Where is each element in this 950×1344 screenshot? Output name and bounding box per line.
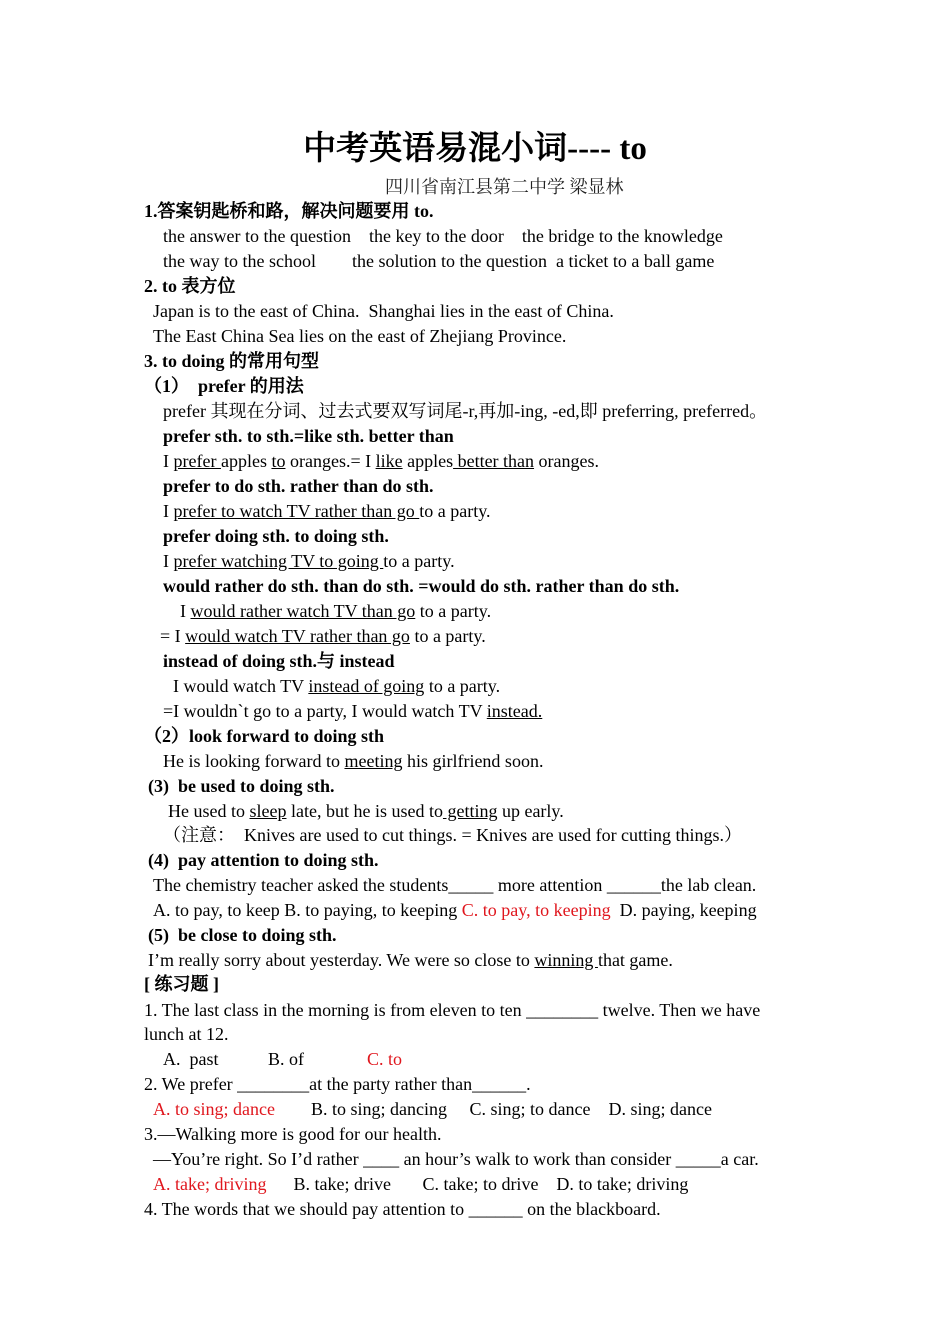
text-segment: to a party.: [383, 551, 455, 571]
text-line: [163, 449, 599, 473]
text-line: [163, 249, 714, 273]
underlined-text: prefer watching TV to going: [173, 551, 384, 571]
text-line: [163, 424, 454, 448]
text-segment: =I wouldn`t go to a party, I would watch TV: [163, 701, 487, 721]
underlined-text: would rather watch TV than go: [190, 601, 416, 621]
text-segment: his girlfriend soon.: [402, 751, 544, 771]
text-segment: （2）look forward to doing sth: [144, 726, 385, 746]
text-line: [144, 374, 304, 398]
underlined-text: sleep: [249, 801, 287, 821]
text-segment: that game.: [597, 950, 673, 970]
text-line: [144, 1072, 531, 1096]
text-segment: —You’re right. So I’d rather ____ an hour’s walk to work than consider _____a car.: [153, 1149, 759, 1169]
text-line: [153, 1172, 688, 1196]
text-line: [153, 324, 566, 348]
text-line: [144, 349, 319, 373]
text-segment: I’m really sorry about yesterday. We were so close to: [148, 950, 535, 970]
answer-text: C. to: [367, 1049, 403, 1069]
text-line: [153, 1097, 712, 1121]
underlined-text: instead of going: [308, 676, 425, 696]
text-segment: （注意： Knives are used to cut things. = Knives are used for cutting things.）: [163, 825, 743, 845]
text-line: [144, 1122, 442, 1146]
text-segment: I: [180, 601, 191, 621]
underlined-text: better than: [453, 451, 535, 471]
text-segment: prefer 其现在分词、过去式要双写词尾-r,再加-ing, -ed,即 preferring, preferred。: [163, 401, 768, 421]
text-segment: 3.—Walking more is good for our health.: [144, 1124, 442, 1144]
text-line: [144, 1022, 228, 1046]
text-line: [163, 499, 491, 523]
text-line: [144, 972, 219, 996]
underlined-text: to: [271, 451, 286, 471]
underlined-text: winning: [534, 950, 598, 970]
text-segment: B. take; drive C. take; to drive D. to take; driving: [266, 1174, 689, 1194]
text-line: [153, 1147, 759, 1171]
text-line: [163, 1047, 402, 1071]
text-line: [144, 1197, 661, 1221]
text-segment: lunch at 12.: [144, 1024, 229, 1044]
text-segment: would rather do sth. than do sth. =would do sth. rather than do sth.: [163, 576, 680, 596]
text-line: [148, 774, 335, 798]
text-line: [163, 823, 742, 847]
text-line: [160, 624, 486, 648]
text-segment: = I: [160, 626, 186, 646]
text-segment: The East China Sea lies on the east of Zhejiang Province.: [153, 326, 567, 346]
text-segment: prefer doing sth. to doing sth.: [163, 526, 389, 546]
text-line: [163, 649, 395, 673]
text-line: [148, 948, 673, 972]
text-segment: to a party.: [409, 626, 486, 646]
text-segment: to a party.: [415, 601, 492, 621]
text-segment: 2. We prefer ________at the party rather than______.: [144, 1074, 531, 1094]
text-line: [163, 224, 723, 248]
author-line: 四川省南江县第二中学 梁显林: [385, 177, 624, 197]
text-line: [163, 749, 543, 773]
text-segment: 1. The last class in the morning is from eleven to ten ________ twelve. Then we have: [144, 1000, 761, 1020]
text-line: [144, 274, 236, 298]
answer-text: A. take; driving: [153, 1174, 267, 1194]
text-line: [153, 299, 614, 323]
text-line: [148, 848, 379, 872]
text-line: [163, 574, 679, 598]
text-segment: apples: [220, 451, 272, 471]
text-segment: (4) pay attention to doing sth.: [148, 850, 379, 870]
text-line: [144, 998, 760, 1022]
text-line: [153, 873, 756, 897]
text-segment: apples: [402, 451, 454, 471]
text-segment: B. to sing; dancing C. sing; to dance D. sing; dance: [274, 1099, 712, 1119]
underlined-text: prefer to watch TV rather than go: [173, 501, 420, 521]
text-line: [168, 799, 564, 823]
text-line: [163, 549, 455, 573]
text-line: [180, 599, 491, 623]
text-line: [144, 724, 384, 748]
text-segment: A. past B. of: [163, 1049, 367, 1069]
answer-text: A. to sing; dance: [153, 1099, 275, 1119]
text-segment: instead of doing sth.与 instead: [163, 651, 395, 671]
text-segment: 4. The words that we should pay attention to ______ on the blackboard.: [144, 1199, 661, 1219]
text-segment: Japan is to the east of China. Shanghai lies in the east of China.: [153, 301, 614, 321]
text-segment: I: [163, 501, 174, 521]
text-line: [163, 524, 389, 548]
underlined-text: would watch TV rather than go: [185, 626, 410, 646]
text-segment: I: [163, 551, 174, 571]
text-segment: prefer sth. to sth.=like sth. better than: [163, 426, 454, 446]
text-segment: up early.: [497, 801, 564, 821]
answer-text: C. to pay, to keeping: [461, 900, 611, 920]
text-segment: 3. to doing 的常用句型: [144, 351, 320, 371]
text-segment: The chemistry teacher asked the students_____ more attention ______the lab clean.: [153, 875, 757, 895]
text-segment: 2. to 表方位: [144, 276, 236, 296]
text-segment: [ 练习题 ]: [144, 974, 219, 994]
text-line: [153, 898, 757, 922]
text-segment: oranges.= I: [285, 451, 376, 471]
text-segment: D. paying, keeping: [610, 900, 757, 920]
text-segment: He is looking forward to: [163, 751, 345, 771]
text-segment: (5) be close to doing sth.: [148, 925, 337, 945]
underlined-text: meeting: [344, 751, 403, 771]
page-title: 中考英语易混小词---- to: [303, 131, 647, 167]
text-segment: to a party.: [419, 501, 491, 521]
text-segment: (3) be used to doing sth.: [148, 776, 335, 796]
text-segment: A. to pay, to keep B. to paying, to keeping: [153, 900, 462, 920]
text-segment: the way to the school the solution to the question a ticket to a ball game: [163, 251, 715, 271]
text-segment: I would watch TV: [173, 676, 309, 696]
text-segment: to a party.: [424, 676, 501, 696]
text-line: [173, 674, 500, 698]
text-segment: the answer to the question the key to the door the bridge to the knowledge: [163, 226, 723, 246]
text-segment: He used to: [168, 801, 250, 821]
text-line: [148, 923, 337, 947]
text-line: [163, 474, 434, 498]
text-segment: oranges.: [534, 451, 600, 471]
underlined-text: prefer: [173, 451, 221, 471]
text-line: [163, 699, 542, 723]
text-line: [144, 199, 434, 223]
text-segment: I: [163, 451, 174, 471]
text-segment: prefer to do sth. rather than do sth.: [163, 476, 434, 496]
text-segment: late, but he is used to: [286, 801, 443, 821]
underlined-text: like: [375, 451, 403, 471]
text-segment: （1） prefer 的用法: [144, 376, 304, 396]
underlined-text: getting: [442, 801, 498, 821]
text-segment: 1.答案钥匙桥和路，解决问题要用 to.: [144, 201, 434, 221]
text-line: [163, 399, 767, 423]
underlined-text: instead.: [486, 701, 543, 721]
